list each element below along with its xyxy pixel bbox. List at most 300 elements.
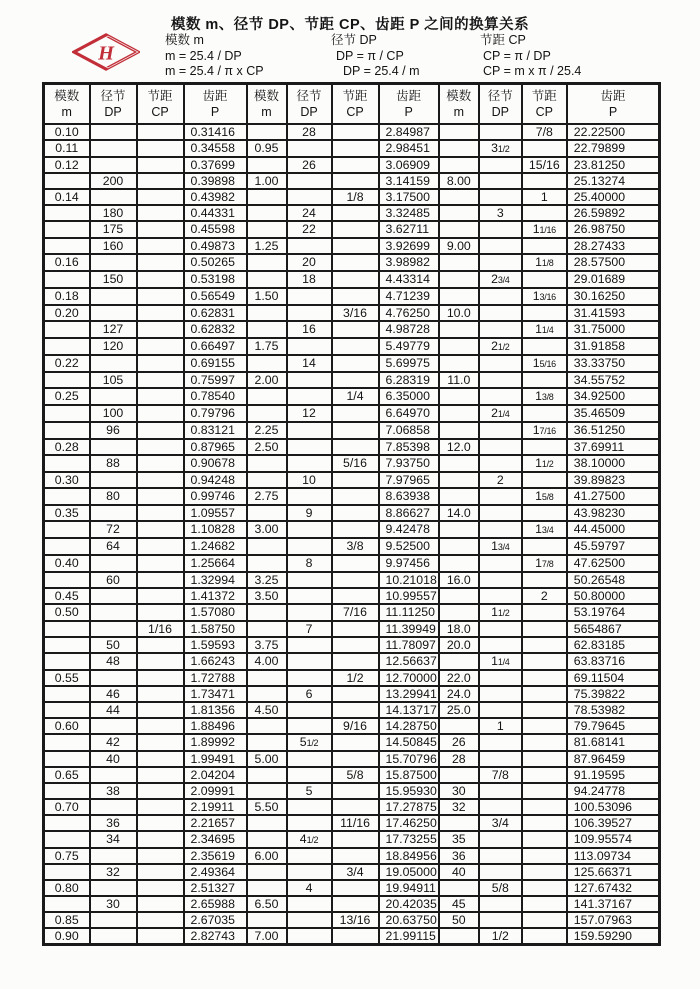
table-cell <box>137 637 184 653</box>
table-cell <box>439 488 479 505</box>
table-cell: 26 <box>439 734 479 751</box>
formula-line: CP = m x π / 25.4 <box>483 64 582 78</box>
table-cell <box>287 521 332 538</box>
table-cell: 9 <box>287 505 332 521</box>
table-cell: 0.80 <box>44 880 90 896</box>
table-cell <box>44 572 90 588</box>
table-cell <box>137 189 184 205</box>
table-row <box>44 637 660 653</box>
table-cell <box>137 355 184 372</box>
table-row <box>44 355 660 372</box>
table-cell: 31.75000 <box>567 321 660 338</box>
table-cell: 1.00 <box>247 173 287 189</box>
table-cell: 113.09734 <box>567 848 660 864</box>
table-row <box>44 254 660 271</box>
table-row <box>44 455 660 472</box>
table-cell: 3.98982 <box>379 254 439 271</box>
table-cell <box>522 621 567 637</box>
table-cell <box>332 157 379 173</box>
table-cell <box>287 604 332 621</box>
table-cell <box>439 355 479 372</box>
table-cell: 72 <box>90 521 137 538</box>
table-cell: 34.92500 <box>567 388 660 405</box>
table-cell: 13/8 <box>522 388 567 405</box>
table-cell <box>247 321 287 338</box>
table-cell: 0.16 <box>44 254 90 271</box>
table-cell: 2.04204 <box>184 767 247 783</box>
table-cell: 0.25 <box>44 388 90 405</box>
table-cell <box>90 140 137 157</box>
table-cell: 40 <box>439 864 479 880</box>
table-row <box>44 848 660 864</box>
table-cell <box>247 405 287 422</box>
table-cell <box>479 588 522 604</box>
table-cell <box>137 305 184 321</box>
table-cell: 25.40000 <box>567 189 660 205</box>
table-cell: 200 <box>90 173 137 189</box>
table-cell: 1/2 <box>332 670 379 686</box>
table-cell: 1.50 <box>247 288 287 305</box>
column-header: 节距 CP <box>332 84 379 124</box>
table-cell <box>332 238 379 254</box>
table-cell: 0.45 <box>44 588 90 604</box>
table-cell <box>247 538 287 555</box>
table-cell: 2.51327 <box>184 880 247 896</box>
table-cell: 20.0 <box>439 637 479 653</box>
table-cell: 21.99115 <box>379 928 439 945</box>
table-cell: 2 <box>522 588 567 604</box>
table-cell <box>522 702 567 718</box>
table-cell: 4.76250 <box>379 305 439 321</box>
table-cell: 4.98728 <box>379 321 439 338</box>
table-cell <box>137 686 184 702</box>
table-cell: 0.28 <box>44 439 90 455</box>
table-cell <box>90 670 137 686</box>
table-cell: 0.62831 <box>184 305 247 321</box>
table-cell <box>90 505 137 521</box>
table-cell <box>439 338 479 355</box>
column-header: 径节 DP <box>90 84 137 124</box>
table-cell: 1.25664 <box>184 555 247 572</box>
table-row <box>44 472 660 488</box>
table-cell <box>247 734 287 751</box>
table-row <box>44 405 660 422</box>
table-cell <box>137 422 184 439</box>
table-cell: 25.0 <box>439 702 479 718</box>
table-cell <box>137 338 184 355</box>
table-cell: 5.69975 <box>379 355 439 372</box>
table-cell <box>479 670 522 686</box>
table-cell <box>479 686 522 702</box>
table-cell: 2.50 <box>247 439 287 455</box>
table-cell <box>137 372 184 388</box>
table-cell <box>44 751 90 767</box>
table-row <box>44 864 660 880</box>
table-cell: 15/8 <box>522 488 567 505</box>
table-cell: 17.27875 <box>379 799 439 815</box>
table-cell: 94.24778 <box>567 783 660 799</box>
table-cell <box>439 767 479 783</box>
table-cell <box>90 388 137 405</box>
table-cell: 0.11 <box>44 140 90 157</box>
table-cell <box>479 912 522 928</box>
table-cell <box>479 321 522 338</box>
table-cell <box>522 472 567 488</box>
table-cell: 5/16 <box>332 455 379 472</box>
table-cell: 0.30 <box>44 472 90 488</box>
table-cell: 0.49873 <box>184 238 247 254</box>
table-cell <box>332 653 379 670</box>
table-cell <box>247 864 287 880</box>
table-cell <box>479 189 522 205</box>
table-cell: 50.80000 <box>567 588 660 604</box>
table-cell <box>522 896 567 912</box>
table-cell: 141.37167 <box>567 896 660 912</box>
table-cell <box>44 405 90 422</box>
table-cell <box>44 815 90 831</box>
table-cell <box>439 880 479 896</box>
table-cell <box>287 338 332 355</box>
table-cell: 51/2 <box>287 734 332 751</box>
table-cell <box>137 238 184 254</box>
table-cell <box>439 321 479 338</box>
table-cell <box>137 439 184 455</box>
table-cell <box>439 388 479 405</box>
table-cell: 28.57500 <box>567 254 660 271</box>
table-cell: 1.58750 <box>184 621 247 637</box>
table-cell <box>44 653 90 670</box>
table-cell: 11/2 <box>479 604 522 621</box>
table-cell <box>332 880 379 896</box>
table-cell: 0.83121 <box>184 422 247 439</box>
table-cell <box>479 157 522 173</box>
table-cell: 15.87500 <box>379 767 439 783</box>
table-cell <box>479 864 522 880</box>
table-cell <box>522 751 567 767</box>
table-cell: 14.0 <box>439 505 479 521</box>
table-cell: 41/2 <box>287 831 332 848</box>
table-cell <box>439 815 479 831</box>
table-cell: 2.09991 <box>184 783 247 799</box>
table-cell: 7.97965 <box>379 472 439 488</box>
table-cell <box>44 864 90 880</box>
table-cell: 8.86627 <box>379 505 439 521</box>
table-cell: 11/4 <box>522 321 567 338</box>
table-cell <box>44 271 90 288</box>
table-cell: 15/16 <box>522 355 567 372</box>
table-cell: 2.34695 <box>184 831 247 848</box>
table-cell: 43.98230 <box>567 505 660 521</box>
table-cell <box>522 880 567 896</box>
table-cell <box>522 372 567 388</box>
table-cell <box>332 686 379 702</box>
column-header: 径节 DP <box>287 84 332 124</box>
table-cell: 127.67432 <box>567 880 660 896</box>
table-cell <box>287 928 332 945</box>
table-cell <box>522 505 567 521</box>
table-cell: 120 <box>90 338 137 355</box>
table-cell: 4 <box>287 880 332 896</box>
table-cell <box>137 472 184 488</box>
table-cell <box>247 254 287 271</box>
table-cell: 23.81250 <box>567 157 660 173</box>
table-cell: 17.46250 <box>379 815 439 831</box>
table-cell <box>247 189 287 205</box>
table-cell: 3.75 <box>247 637 287 653</box>
company-logo <box>72 33 140 71</box>
table-cell <box>439 928 479 945</box>
table-cell: 10.0 <box>439 305 479 321</box>
table-cell: 29.01689 <box>567 271 660 288</box>
table-cell: 34 <box>90 831 137 848</box>
table-cell <box>137 572 184 588</box>
table-cell: 3/8 <box>332 538 379 555</box>
table-cell: 7/16 <box>332 604 379 621</box>
table-cell: 8.63938 <box>379 488 439 505</box>
table-cell <box>479 896 522 912</box>
table-cell <box>522 538 567 555</box>
table-cell <box>247 912 287 928</box>
table-row <box>44 751 660 767</box>
table-cell: 0.75 <box>44 848 90 864</box>
table-cell <box>137 718 184 734</box>
formula-line: DP = 25.4 / m <box>343 64 420 78</box>
table-cell: 2.98451 <box>379 140 439 157</box>
table-cell <box>247 221 287 238</box>
table-cell <box>332 896 379 912</box>
table-cell <box>439 205 479 221</box>
table-row <box>44 799 660 815</box>
table-cell <box>332 405 379 422</box>
table-cell <box>90 288 137 305</box>
table-cell: 0.12 <box>44 157 90 173</box>
table-cell <box>247 880 287 896</box>
table-row <box>44 538 660 555</box>
table-cell: 46 <box>90 686 137 702</box>
table-row <box>44 572 660 588</box>
table-cell <box>137 221 184 238</box>
table-cell: 100 <box>90 405 137 422</box>
table-cell <box>479 751 522 767</box>
table-cell: 15.95930 <box>379 783 439 799</box>
table-cell: 8.00 <box>439 173 479 189</box>
table-cell <box>44 221 90 238</box>
table-cell <box>522 604 567 621</box>
table-cell <box>479 455 522 472</box>
table-cell: 12.70000 <box>379 670 439 686</box>
table-cell: 3.14159 <box>379 173 439 189</box>
table-cell: 105 <box>90 372 137 388</box>
table-cell: 44 <box>90 702 137 718</box>
table-cell: 0.78540 <box>184 388 247 405</box>
table-cell: 2.84987 <box>379 124 439 140</box>
table-cell: 1/2 <box>479 928 522 945</box>
table-cell: 5 <box>287 783 332 799</box>
table-cell: 16.0 <box>439 572 479 588</box>
table-cell <box>522 572 567 588</box>
table-cell: 5/8 <box>479 880 522 896</box>
table-cell: 2.21657 <box>184 815 247 831</box>
formula-line: DP = π / CP <box>336 48 404 63</box>
table-cell <box>137 799 184 815</box>
table-cell <box>247 621 287 637</box>
table-cell: 44.45000 <box>567 521 660 538</box>
table-cell <box>44 734 90 751</box>
table-cell <box>332 205 379 221</box>
table-cell: 96 <box>90 422 137 439</box>
table-cell: 13/16 <box>522 288 567 305</box>
table-cell: 106.39527 <box>567 815 660 831</box>
table-cell: 26.59892 <box>567 205 660 221</box>
table-cell <box>479 305 522 321</box>
table-cell: 0.66497 <box>184 338 247 355</box>
table-cell: 11.11250 <box>379 604 439 621</box>
table-cell: 20 <box>287 254 332 271</box>
table-cell <box>247 305 287 321</box>
table-cell <box>247 718 287 734</box>
table-cell: 31.41593 <box>567 305 660 321</box>
table-cell: 0.60 <box>44 718 90 734</box>
table-cell: 13/16 <box>332 912 379 928</box>
table-cell <box>332 124 379 140</box>
table-cell: 0.14 <box>44 189 90 205</box>
table-cell: 7.93750 <box>379 455 439 472</box>
table-cell: 0.10 <box>44 124 90 140</box>
column-header: 齿距 P <box>184 84 247 124</box>
table-cell: 0.94248 <box>184 472 247 488</box>
table-cell: 2.75 <box>247 488 287 505</box>
table-cell: 42 <box>90 734 137 751</box>
table-row <box>44 670 660 686</box>
table-cell <box>287 670 332 686</box>
table-cell <box>332 588 379 604</box>
table-cell: 16 <box>287 321 332 338</box>
table-cell: 1.72788 <box>184 670 247 686</box>
table-row <box>44 321 660 338</box>
table-cell <box>332 271 379 288</box>
table-cell <box>44 521 90 538</box>
table-cell <box>137 288 184 305</box>
table-cell: 0.35 <box>44 505 90 521</box>
table-cell: 1.32994 <box>184 572 247 588</box>
table-cell <box>44 783 90 799</box>
table-cell <box>439 221 479 238</box>
table-cell: 12.56637 <box>379 653 439 670</box>
table-cell: 2.00 <box>247 372 287 388</box>
column-header: 齿距 P <box>567 84 660 124</box>
table-cell <box>332 288 379 305</box>
table-row <box>44 588 660 604</box>
table-cell <box>439 521 479 538</box>
table-cell: 1.41372 <box>184 588 247 604</box>
table-cell <box>44 238 90 254</box>
table-cell <box>332 555 379 572</box>
table-cell <box>479 521 522 538</box>
table-cell: 11/8 <box>522 254 567 271</box>
table-cell: 69.11504 <box>567 670 660 686</box>
table-cell: 3.17500 <box>379 189 439 205</box>
table-cell: 48 <box>90 653 137 670</box>
table-cell: 0.62832 <box>184 321 247 338</box>
table-cell <box>137 505 184 521</box>
table-cell <box>137 173 184 189</box>
table-cell <box>287 912 332 928</box>
table-cell <box>479 637 522 653</box>
table-cell: 7.85398 <box>379 439 439 455</box>
table-row <box>44 422 660 439</box>
table-cell <box>479 848 522 864</box>
table-cell <box>439 189 479 205</box>
table-cell <box>522 670 567 686</box>
table-cell: 109.95574 <box>567 831 660 848</box>
table-cell <box>44 702 90 718</box>
table-cell: 22.79899 <box>567 140 660 157</box>
table-cell: 2.19911 <box>184 799 247 815</box>
table-cell: 3.00 <box>247 521 287 538</box>
table-cell: 180 <box>90 205 137 221</box>
table-cell: 7 <box>287 621 332 637</box>
table-cell <box>439 472 479 488</box>
table-cell <box>479 288 522 305</box>
table-cell: 20.42035 <box>379 896 439 912</box>
table-cell <box>247 767 287 783</box>
table-cell <box>44 686 90 702</box>
table-cell: 12.0 <box>439 439 479 455</box>
table-cell: 75.39822 <box>567 686 660 702</box>
table-cell <box>287 422 332 439</box>
table-cell <box>439 422 479 439</box>
table-cell <box>137 205 184 221</box>
table-cell <box>332 221 379 238</box>
formula-group-m <box>165 33 264 80</box>
table-cell <box>247 271 287 288</box>
table-row <box>44 338 660 355</box>
table-cell: 1.73471 <box>184 686 247 702</box>
table-cell <box>44 372 90 388</box>
table-cell <box>522 305 567 321</box>
table-cell <box>137 670 184 686</box>
table-cell <box>137 848 184 864</box>
table-cell: 11.78097 <box>379 637 439 653</box>
table-cell: 41.27500 <box>567 488 660 505</box>
table-cell: 7.06858 <box>379 422 439 439</box>
table-row <box>44 734 660 751</box>
table-cell: 22 <box>287 221 332 238</box>
table-cell <box>479 488 522 505</box>
table-cell: 1.66243 <box>184 653 247 670</box>
table-cell: 0.50265 <box>184 254 247 271</box>
table-cell <box>522 928 567 945</box>
table-cell <box>44 338 90 355</box>
table-cell: 0.45598 <box>184 221 247 238</box>
table-cell: 3.32485 <box>379 205 439 221</box>
table-cell <box>439 555 479 572</box>
table-cell <box>522 686 567 702</box>
table-cell <box>90 848 137 864</box>
table-cell <box>90 928 137 945</box>
table-cell <box>332 751 379 767</box>
table-cell <box>332 734 379 751</box>
table-cell: 18 <box>287 271 332 288</box>
table-cell: 53.19764 <box>567 604 660 621</box>
table-cell <box>247 783 287 799</box>
table-cell: 11.0 <box>439 372 479 388</box>
table-cell <box>287 439 332 455</box>
table-cell <box>479 388 522 405</box>
table-cell <box>522 718 567 734</box>
table-cell <box>247 355 287 372</box>
table-row <box>44 653 660 670</box>
